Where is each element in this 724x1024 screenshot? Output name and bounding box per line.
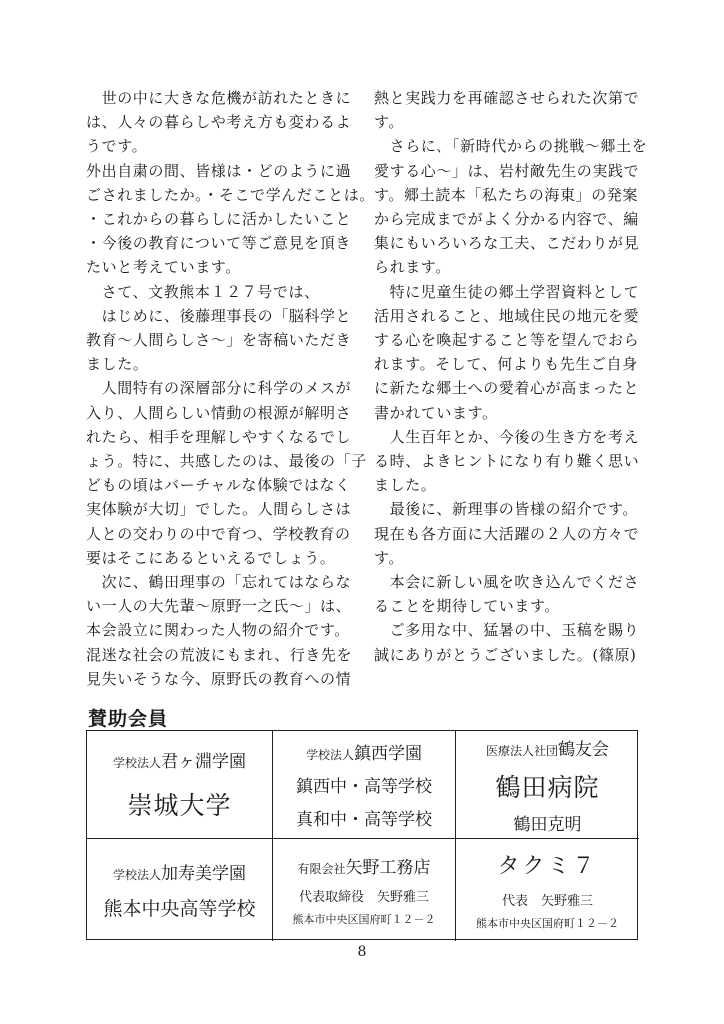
sponsor-cell-yano-koumuten xyxy=(273,839,456,941)
article-line: る時、よきヒントになり有り難く思い xyxy=(374,452,640,471)
sponsor-org: 加寿美学園 xyxy=(161,864,246,884)
sponsor-cell-chinzei xyxy=(273,731,456,839)
article-line: 愛する心～」は、岩村敵先生の実践で xyxy=(374,161,640,180)
article-line: 活用されること、地域住民の地元を愛 xyxy=(374,306,640,325)
article-line: 特に児童生徒の郷土学習資料として xyxy=(374,282,640,301)
article-line: どもの頃はバーチャルな体験ではなく xyxy=(86,476,351,495)
sponsor-school: 真和中・高等学校 xyxy=(296,810,432,830)
article-line: に新たな郷土への愛着心が高まったと xyxy=(374,379,640,398)
article-line: 人間特有の深層部分に科学のメスが xyxy=(86,379,352,398)
article-line: する心を喚起すること等を望んでおら xyxy=(374,331,640,350)
page-number: 8 xyxy=(357,944,367,960)
article-line: から完成までがよく分かる内容で、編 xyxy=(374,210,639,229)
sponsor-org: 鶴友会 xyxy=(558,739,609,760)
article-line: られます。 xyxy=(374,258,451,277)
article-line: ・これからの暮らしに活かしたいこと xyxy=(86,210,352,229)
sponsor-prefix: 有限会社 xyxy=(297,862,346,876)
sponsor-org: 矢野工務店 xyxy=(345,858,431,878)
sponsor-cell-takumi7 xyxy=(456,839,639,941)
article-line: 外出自粛の間、皆様は・どのように過 xyxy=(86,161,352,180)
article-line: 本会に新しい風を吹き込んでくださ xyxy=(374,573,640,592)
article-line: 現在も各方面に大活躍の２人の方々で xyxy=(374,524,640,543)
article-line: ご多用な中、猛暑の中、玉稿を賜り xyxy=(374,621,640,640)
sponsors-table xyxy=(86,730,638,940)
article-line: 世の中に大きな危機が訪れたときに xyxy=(86,89,352,107)
article-line: は、人々の暮らしや考え方も変わるよ xyxy=(86,113,352,132)
sponsor-prefix: 学校法人 xyxy=(112,868,161,882)
article-line: 誠にありがとうございました。(篠原) xyxy=(374,645,637,664)
sponsor-main: 熊本中央高等学校 xyxy=(103,898,256,920)
article-line: さて、文教熊本１２７号では、 xyxy=(86,282,320,301)
article-right-column xyxy=(374,86,649,667)
article-line: 熱と実践力を再確認させられた次第で xyxy=(374,89,640,107)
article-line: い一人の大先輩～原野一之氏～」は、 xyxy=(86,597,352,616)
article-line: 要はそこにあるといえるでしょう。 xyxy=(86,548,336,567)
sponsor-cell-kasumi xyxy=(87,839,273,941)
article-line: はじめに、後藤理事長の「脳科学と xyxy=(86,306,352,325)
sponsor-prefix: 学校法人 xyxy=(112,756,161,770)
article-line: 混迷な社会の荒波にもまれ、行き先を xyxy=(86,645,353,664)
article-left-column xyxy=(86,86,375,691)
sponsor-role: 代表取締役 矢野雅三 xyxy=(298,890,429,905)
sponsor-org: 鎮西学園 xyxy=(354,744,422,764)
article-line: ょう。特に、共感したのは、最後の「子 xyxy=(86,452,367,471)
article-line: 教育～人間らしさ～」を寄稿いただき xyxy=(86,331,352,350)
article-line: ました。 xyxy=(86,355,149,374)
sponsor-org: 君ヶ淵学園 xyxy=(161,752,246,772)
article-line: さらに､「新時代からの挑戦～郷土を xyxy=(374,137,648,156)
sponsor-person: 鶴田克明 xyxy=(513,814,582,835)
article-line: ・今後の教育について等ご意見を頂き xyxy=(86,234,351,253)
sponsor-address: 熊本市中央区国府町１２－２ xyxy=(292,913,436,926)
article-line: 書かれています。 xyxy=(374,403,498,422)
sponsor-role: 代表 矢野雅三 xyxy=(501,894,593,909)
sponsor-main: 崇城大学 xyxy=(127,791,232,820)
article-line: 最後に、新理事の皆様の紹介です。 xyxy=(374,500,639,519)
article-line: す。郷土読本「私たちの海東」の発案 xyxy=(374,185,639,204)
article-line: たいと考えています。 xyxy=(86,258,241,277)
sponsor-cell-tsuruta xyxy=(456,731,639,839)
sponsor-main: 鶴田病院 xyxy=(495,772,600,802)
article-line: ることを期待しています。 xyxy=(374,597,561,616)
article-line: 集にもいろいろな工夫、こだわりが見 xyxy=(374,234,640,253)
sponsors-heading: 賛助会員 xyxy=(88,708,169,730)
sponsor-main: タクミ７ xyxy=(497,854,598,879)
article-line: ました。 xyxy=(374,476,437,495)
sponsor-school: 鎮西中・高等学校 xyxy=(296,777,432,797)
sponsor-prefix: 医療法人社団 xyxy=(485,743,558,758)
article-line: す。 xyxy=(374,548,405,567)
article-line: 入り、人間らしい情動の根源が解明さ xyxy=(86,403,352,422)
sponsor-cell-sojo xyxy=(87,731,273,839)
article-line: 見失いそうな今、原野氏の教育への情 xyxy=(86,669,352,688)
article-line: れます。そして、何よりも先生ご自身 xyxy=(374,355,638,374)
article-line: ごされましたか。・そこで学んだことは。 xyxy=(86,185,375,204)
article-line: 次に、鶴田理事の「忘れてはならな xyxy=(86,573,352,592)
article-line: 人生百年とか、今後の生き方を考え xyxy=(374,427,640,446)
sponsor-prefix: 学校法人 xyxy=(305,748,354,762)
article-line: す。 xyxy=(374,113,405,132)
article-line: れたら、相手を理解しやすくなるでし xyxy=(86,427,352,446)
sponsor-address: 熊本市中央区国府町１２－２ xyxy=(476,917,619,930)
article-line: 人との交わりの中で育つ、学校教育の xyxy=(86,524,351,543)
article-line: 本会設立に関わった人物の紹介です。 xyxy=(86,621,350,640)
article-line: うです。 xyxy=(86,137,148,156)
article-line: 実体験が大切」でした。人間らしさは xyxy=(86,500,352,519)
